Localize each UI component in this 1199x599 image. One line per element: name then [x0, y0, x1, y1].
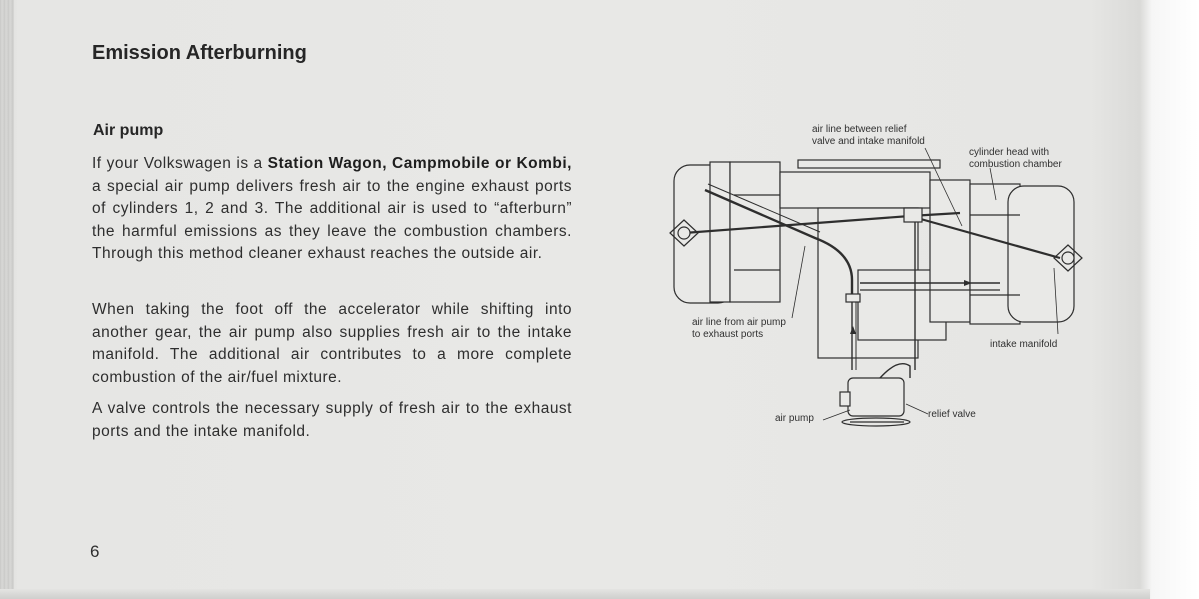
left-cylinder-head: [710, 162, 730, 302]
relief-valve-block: [904, 208, 922, 222]
page-bottom-edge: [0, 589, 1150, 599]
label-air-pump: air pump: [775, 413, 814, 424]
label-air-line-relief-line2: valve and intake manifold: [812, 136, 925, 147]
paragraph-3: A valve controls the necessary supply of fresh air to the exhaust ports and the intake manifold.: [92, 400, 572, 440]
paragraph-2: When taking the foot off the accelerator while shifting into another gear, the air pump also supplies fresh air to the intake manifold. The additional air contributes to a more complete combustion of the air/fuel mixture.: [92, 301, 572, 386]
label-air-line-exhaust: [692, 317, 786, 341]
air-injection-diagram: [660, 120, 1100, 430]
air-pump-body: [848, 378, 904, 416]
label-air-line-exhaust-line2: to exhaust ports: [692, 329, 764, 340]
label-cylinder-head: [969, 147, 1062, 171]
label-intake-manifold: intake manifold: [990, 339, 1058, 350]
paragraph-1-rest: a special air pump delivers fresh air to the engine exhaust ports of cylinders 1, 2 and 3. The additional air is used to “afterburn” the harmful emissions as they leave the combustion chambers. Through this method cleaner exhaust reaches the outside air.: [92, 177, 572, 262]
paragraph-1-models: Station Wagon, Campmobile or Kombi,: [267, 155, 572, 172]
upper-crankcase: [780, 172, 930, 208]
paragraph-1: [92, 153, 572, 266]
page-title: Emission Afterburning: [92, 42, 307, 64]
label-air-line-relief-line1: air line between relief: [812, 124, 907, 135]
left-cylinder-block: [730, 162, 780, 302]
paragraph-1-lead: If your Volkswagen is a: [92, 155, 268, 172]
page-binding-edge: [0, 0, 14, 599]
label-air-line-relief: [812, 124, 925, 148]
page-number: 6: [90, 542, 100, 561]
label-air-line-exhaust-line1: air line from air pump: [692, 317, 786, 328]
section-heading: Air pump: [93, 122, 164, 139]
label-relief-valve: relief valve: [928, 409, 976, 420]
label-cylinder-head-line1: cylinder head with: [969, 147, 1050, 158]
label-cylinder-head-line2: combustion chamber: [969, 159, 1062, 170]
